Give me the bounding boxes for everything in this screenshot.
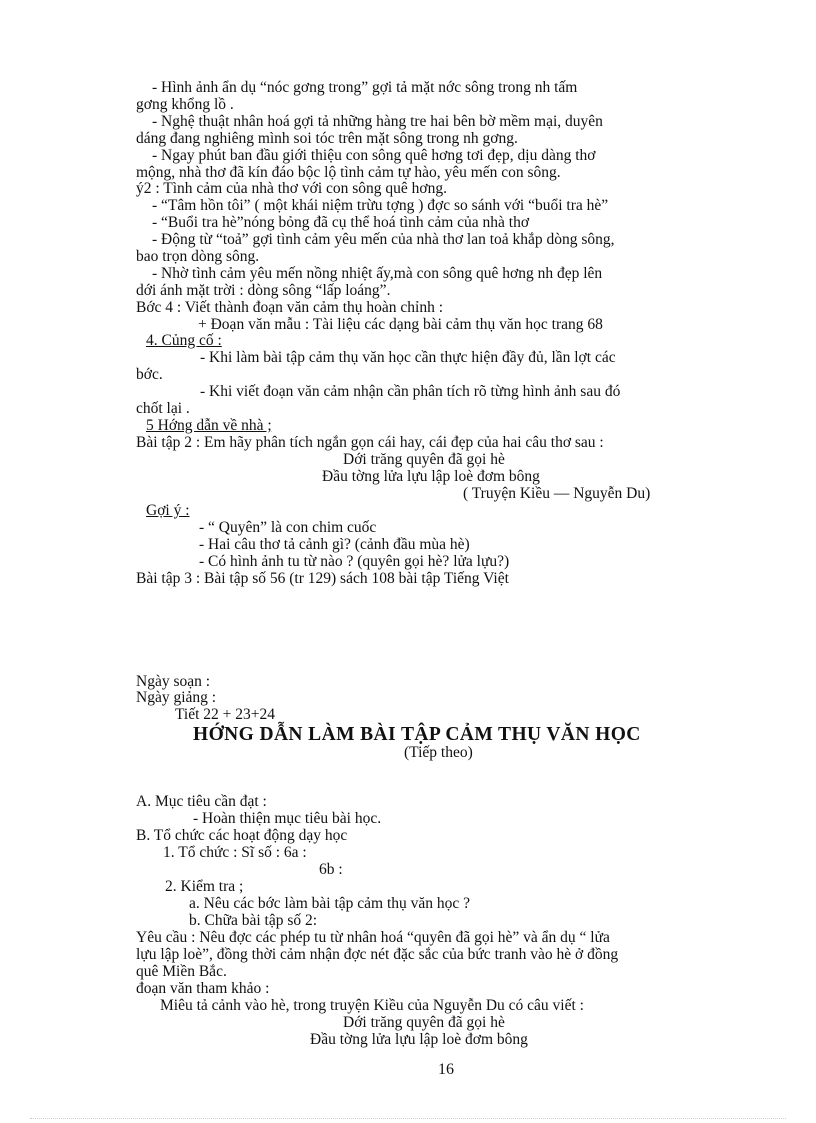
- poem-line: Dới trăng quyên đã gọi hè: [343, 1014, 505, 1031]
- text-line: - Hai câu thơ tả cảnh gì? (cảnh đầu mùa hè): [199, 536, 470, 553]
- text-line: a. Nêu các bớc làm bài tập cảm thụ văn học ?: [189, 895, 471, 912]
- text-line: bớc.: [136, 366, 163, 383]
- text-line: 6b :: [319, 861, 343, 878]
- section-heading: [136, 793, 267, 810]
- page-number: 16: [438, 1061, 454, 1078]
- text-line: - Có hình ảnh tu từ nào ? (quyên gọi hè? lửa lựu?): [199, 553, 510, 570]
- text-line: 1. Tổ chức : Sĩ số : 6a :: [163, 844, 307, 861]
- text-line: - Hình ảnh ẩn dụ “nóc gơng trong” gợi tả mặt nớc sông trong nh tấm: [152, 79, 578, 96]
- poem-line: Đầu tờng lửa lựu lập loè đơm bông: [310, 1031, 528, 1048]
- text-line: - Nghệ thuật nhân hoá gợi tả những hàng tre hai bên bờ mềm mại, duyên: [152, 113, 603, 130]
- text-line: dáng đang nghiêng mình soi tóc trên mặt sông trong nh gơng.: [136, 130, 518, 147]
- text-line: Bớc 4 : Viết thành đoạn văn cảm thụ hoàn chỉnh :: [136, 299, 444, 316]
- text-line: đoạn văn tham khảo :: [136, 980, 270, 997]
- text-line: bao trọn dòng sông.: [136, 248, 260, 265]
- text-line: - Ngay phút ban đầu giới thiệu con sông quê hơng tơi đẹp, dịu dàng thơ: [152, 147, 596, 164]
- text-line: - “ Quyên” là con chim cuốc: [199, 519, 377, 536]
- text-line: chốt lại .: [136, 400, 190, 417]
- page-bottom-rule: [30, 1118, 786, 1119]
- text-line: - Khi làm bài tập cảm thụ văn học cần thực hiện đầy đủ, lần lợt các: [200, 349, 616, 366]
- text-line: Yêu cầu : Nêu đợc các phép tu từ nhân hoá “quyên đã gọi hè” và ẩn dụ “ lửa: [136, 929, 610, 946]
- section-heading: B. Tổ chức các hoạt động dạy học: [136, 827, 348, 844]
- lesson-subtitle: (Tiếp theo): [404, 744, 473, 761]
- text-line: Miêu tả cảnh vào hè, trong truyện Kiều của Nguyễn Du có câu viết :: [160, 997, 584, 1014]
- poem-source: ( Truyện Kiều — Nguyễn Du): [463, 485, 651, 502]
- section-heading-text: A. Mục tiêu cần đạt :: [136, 793, 267, 810]
- text-line: ý2 : Tình cảm của nhà thơ với con sông quê hơng.: [136, 180, 447, 197]
- text-line: Ngày soạn :: [136, 673, 211, 690]
- text-line: 2. Kiểm tra ;: [165, 878, 244, 895]
- text-line: - Khi viết đoạn văn cảm nhận cần phân tích rõ từng hình ảnh sau đó: [200, 383, 621, 400]
- text-line: Bài tập 3 : Bài tập số 56 (tr 129) sách 108 bài tập Tiếng Việt: [136, 570, 509, 587]
- text-line: mộng, nhà thơ đã kín đáo bộc lộ tình cảm tự hào, yêu mến con sông.: [136, 164, 561, 181]
- text-line: + Đoạn văn mẫu : Tài liệu các dạng bài cảm thụ văn học trang 68: [198, 316, 603, 333]
- section-heading: 4. Củng cố :: [146, 332, 222, 349]
- hint-heading: Gợi ý :: [146, 502, 190, 519]
- text-line: - Động từ “toả” gợi tình cảm yêu mến của nhà thơ lan toả khắp dòng sông,: [152, 231, 615, 248]
- text-line: Ngày giảng :: [136, 689, 217, 706]
- poem-line: Dới trăng quyên đã gọi hè: [343, 451, 505, 468]
- text-line: Bài tập 2 : Em hãy phân tích ngắn gọn cái hay, cái đẹp của hai câu thơ sau :: [136, 434, 604, 451]
- poem-line: Đầu tờng lửa lựu lập loè đơm bông: [322, 468, 540, 485]
- text-line: dới ánh mặt trời : dòng sông “lấp loáng”.: [136, 282, 391, 299]
- text-line: - Nhờ tình cảm yêu mến nồng nhiệt ấy,mà con sông quê hơng nh đẹp lên: [152, 265, 603, 282]
- text-line: - “Buổi tra hè”nóng bỏng đã cụ thể hoá tình cảm của nhà thơ: [152, 214, 530, 231]
- text-line: gơng khổng lồ .: [136, 96, 234, 113]
- lesson-title: HỚNG DẪN LÀM BÀI TẬP CẢM THỤ VĂN HỌC: [193, 724, 641, 745]
- text-line: - Hoàn thiện mục tiêu bài học.: [193, 810, 382, 827]
- text-line: quê Miền Bắc.: [136, 963, 227, 980]
- section-heading: 5 Hớng dẫn về nhà ;: [146, 417, 272, 434]
- text-line: - “Tâm hồn tôi” ( một khái niệm trừu tợng ) đợc so sánh với “buổi tra hè”: [152, 197, 609, 214]
- text-line: Tiết 22 + 23+24: [175, 706, 276, 723]
- text-line: lựu lập loè”, đồng thời cảm nhận đợc nét đặc sắc của bức tranh vào hè ở đồng: [136, 946, 619, 963]
- text-line: b. Chữa bài tập số 2:: [189, 912, 318, 929]
